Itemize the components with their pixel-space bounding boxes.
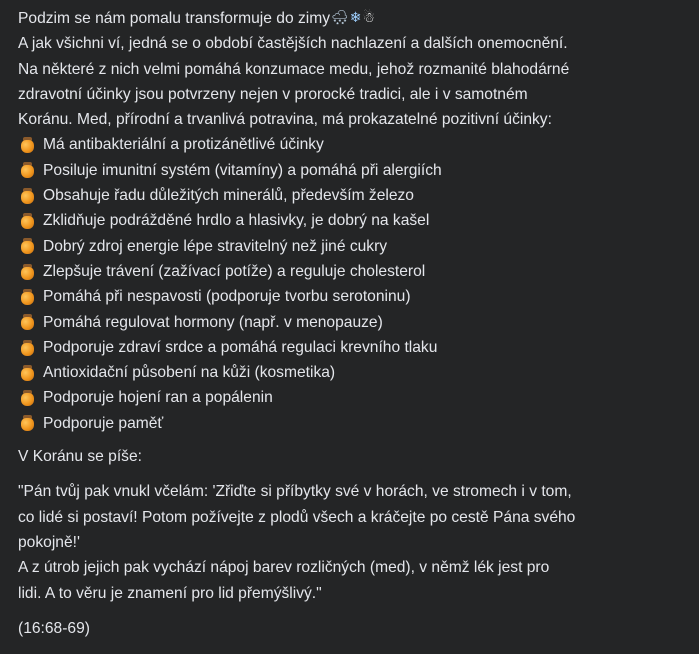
- verse-reference: (16:68-69): [18, 619, 90, 637]
- intro-line: A jak všichni ví, jedná se o období častějších nachlazení a dalších onemocnění.: [18, 35, 568, 53]
- quote-line: "Pán tvůj pak vnukl včelám: 'Zřiďte si příbytky své v horách, ve stromech i v tom,: [18, 483, 572, 501]
- quote-line: pokojně!': [18, 533, 80, 551]
- honey-pot-icon: [21, 238, 34, 254]
- intro-line: Koránu. Med, přírodní a trvanlivá potravina, má prokazatelné pozitivní účinky:: [18, 111, 552, 129]
- quran-intro: V Koránu se píše:: [18, 448, 142, 466]
- honey-pot-icon: [21, 314, 34, 330]
- benefit-text: Dobrý zdroj energie lépe stravitelný než jiné cukry: [43, 237, 388, 255]
- benefit-text: Zlepšuje trávení (zažívací potíže) a reguluje cholesterol: [43, 262, 426, 280]
- honey-pot-icon: [21, 188, 34, 204]
- benefit-text: Pomáhá při nespavosti (podporuje tvorbu serotoninu): [43, 288, 411, 306]
- honey-pot-icon: [21, 365, 34, 381]
- benefit-text: Má antibakteriální a protizánětlivé účinky: [43, 136, 324, 154]
- honey-pot-icon: [21, 340, 34, 356]
- benefits-list: [18, 132, 689, 436]
- honey-pot-icon: [21, 162, 34, 178]
- benefit-text: Zklidňuje podrážděné hrdlo a hlasivky, je dobrý na kašel: [43, 212, 430, 230]
- list-item: [18, 411, 689, 436]
- list-item: [18, 132, 689, 157]
- benefit-text: Antioxidační působení na kůži (kosmetika): [43, 364, 336, 382]
- snow-cloud-icon: 🌨: [331, 10, 349, 26]
- benefit-text: Podporuje paměť: [43, 414, 164, 432]
- list-item: [18, 284, 689, 309]
- honey-pot-icon: [21, 390, 34, 406]
- intro-paragraph: [18, 6, 689, 132]
- list-item: [18, 335, 689, 360]
- list-item: [18, 385, 689, 410]
- quote-line: A z útrob jejich pak vychází nápoj barev rozličných (med), v němž lék jest pro: [18, 559, 550, 577]
- list-item: [18, 158, 689, 183]
- intro-line: Podzim se nám pomalu transformuje do zimy🌨❄☃: [18, 6, 689, 31]
- list-item: [18, 183, 689, 208]
- benefit-text: Obsahuje řadu důležitých minerálů, především železo: [43, 187, 414, 205]
- list-item: [18, 360, 689, 385]
- snowman-icon: ☃: [362, 10, 376, 26]
- intro-line: zdravotní účinky jsou potvrzeny nejen v prorocké tradici, ale i v samotném: [18, 85, 528, 103]
- benefit-text: Podporuje hojení ran a popálenin: [43, 389, 273, 407]
- benefit-text: Pomáhá regulovat hormony (např. v menopauze): [43, 313, 383, 331]
- list-item: [18, 259, 689, 284]
- intro-line: Na některé z nich velmi pomáhá konzumace medu, jehož rozmanité blahodárné: [18, 60, 570, 78]
- honey-pot-icon: [21, 289, 34, 305]
- honey-pot-icon: [21, 213, 34, 229]
- honey-pot-icon: [21, 415, 34, 431]
- quran-quote: [18, 479, 689, 605]
- benefit-text: Podporuje zdraví srdce a pomáhá regulaci krevního tlaku: [43, 338, 438, 356]
- quote-line: co lidé si postaví! Potom požívejte z plodů všech a kráčejte po cestě Pána svého: [18, 508, 576, 526]
- honey-pot-icon: [21, 264, 34, 280]
- list-item: [18, 310, 689, 335]
- list-item: [18, 208, 689, 233]
- list-item: [18, 234, 689, 259]
- honey-pot-icon: [21, 137, 34, 153]
- benefit-text: Posiluje imunitní systém (vitamíny) a pomáhá při alergiích: [43, 161, 442, 179]
- quote-line: lidi. A to věru je znamení pro lid přemýšlivý.": [18, 584, 322, 602]
- snowflake-icon: ❄: [349, 10, 362, 26]
